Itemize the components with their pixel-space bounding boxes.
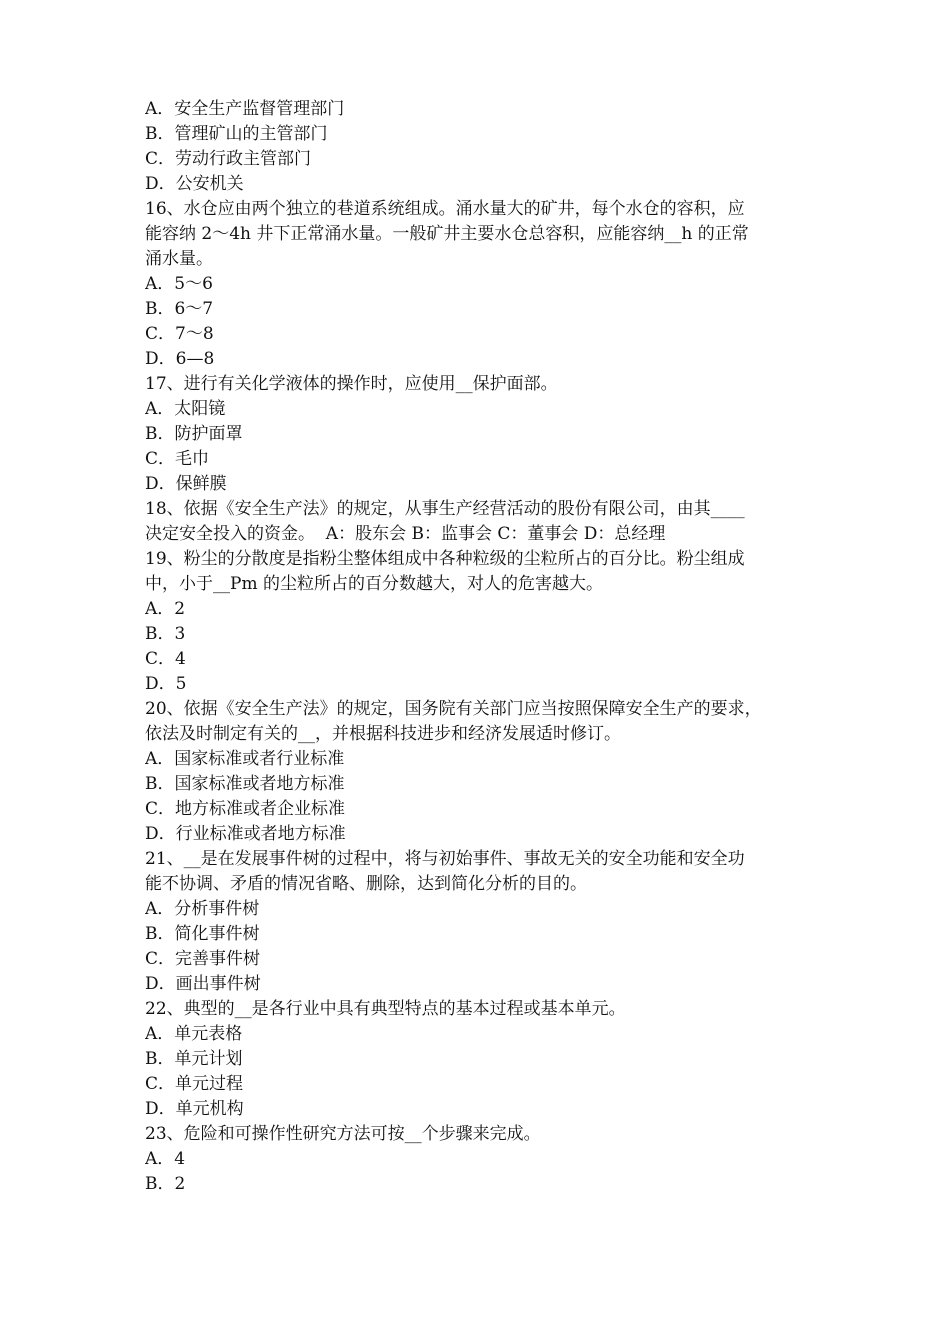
option-line: C．4	[145, 649, 186, 669]
option-line: D．画出事件树	[145, 974, 261, 994]
question-text-block	[145, 97, 825, 1197]
option-line: A．分析事件树	[145, 899, 260, 919]
question-16-line-3: 涌水量。	[145, 249, 213, 269]
option-line: D．公安机关	[145, 174, 244, 194]
question-19-line-1: 19、粉尘的分散度是指粉尘整体组成中各种粒级的尘粒所占的百分比。粉尘组成	[145, 549, 745, 569]
option-line: D．5	[145, 674, 187, 694]
option-line: B．防护面罩	[145, 424, 243, 444]
question-16-line-1: 16、水仓应由两个独立的巷道系统组成。涌水量大的矿井，每个水仓的容积，应	[145, 199, 745, 219]
option-line: D．单元机构	[145, 1099, 244, 1119]
option-line: C．完善事件树	[145, 949, 261, 969]
option-line: D．行业标准或者地方标准	[145, 824, 346, 844]
question-16-line-2: 能容纳 2～4h 井下正常涌水量。一般矿井主要水仓总容积，应能容纳__h 的正常	[145, 224, 749, 244]
question-21-line-1: 21、__是在发展事件树的过程中，将与初始事件、事故无关的安全功能和安全功	[145, 849, 745, 869]
question-22: 22、典型的__是各行业中具有典型特点的基本过程或基本单元。	[145, 999, 626, 1019]
option-line: A．4	[145, 1149, 186, 1169]
option-line: A．单元表格	[145, 1024, 243, 1044]
question-19-line-2: 中，小于__Pm 的尘粒所占的百分数越大，对人的危害越大。	[145, 574, 603, 594]
option-line: B．2	[145, 1174, 186, 1194]
option-line: C．地方标准或者企业标准	[145, 799, 346, 819]
option-line: B．管理矿山的主管部门	[145, 124, 328, 144]
option-line: B．简化事件树	[145, 924, 260, 944]
question-23: 23、危险和可操作性研究方法可按__个步骤来完成。	[145, 1124, 541, 1144]
option-line: B．单元计划	[145, 1049, 243, 1069]
option-line: C．7～8	[145, 324, 214, 344]
question-18-line-2: 决定安全投入的资金。 A：股东会 B：监事会 C：董事会 D：总经理	[145, 524, 666, 544]
question-17: 17、进行有关化学液体的操作时，应使用__保护面部。	[145, 374, 558, 394]
question-20-line-2: 依法及时制定有关的__，并根据科技进步和经济发展适时修订。	[145, 724, 621, 744]
option-line: B．3	[145, 624, 186, 644]
question-21-line-2: 能不协调、矛盾的情况省略、删除，达到简化分析的目的。	[145, 874, 587, 894]
option-line: C．毛巾	[145, 449, 210, 469]
option-line: A．国家标准或者行业标准	[145, 749, 345, 769]
option-line: D．6—8	[145, 349, 215, 369]
question-18-line-1: 18、依据《安全生产法》的规定，从事生产经营活动的股份有限公司，由其____	[145, 499, 745, 519]
option-line: A．5～6	[145, 274, 213, 294]
option-line: B．6～7	[145, 299, 214, 319]
option-line: D．保鲜膜	[145, 474, 227, 494]
question-20-line-1: 20、依据《安全生产法》的规定，国务院有关部门应当按照保障安全生产的要求，	[145, 699, 762, 719]
option-line: A．太阳镜	[145, 399, 226, 419]
option-line: C．单元过程	[145, 1074, 244, 1094]
option-line: A．2	[145, 599, 186, 619]
option-line: A．安全生产监督管理部门	[145, 99, 345, 119]
option-line: C．劳动行政主管部门	[145, 149, 312, 169]
option-line: B．国家标准或者地方标准	[145, 774, 345, 794]
